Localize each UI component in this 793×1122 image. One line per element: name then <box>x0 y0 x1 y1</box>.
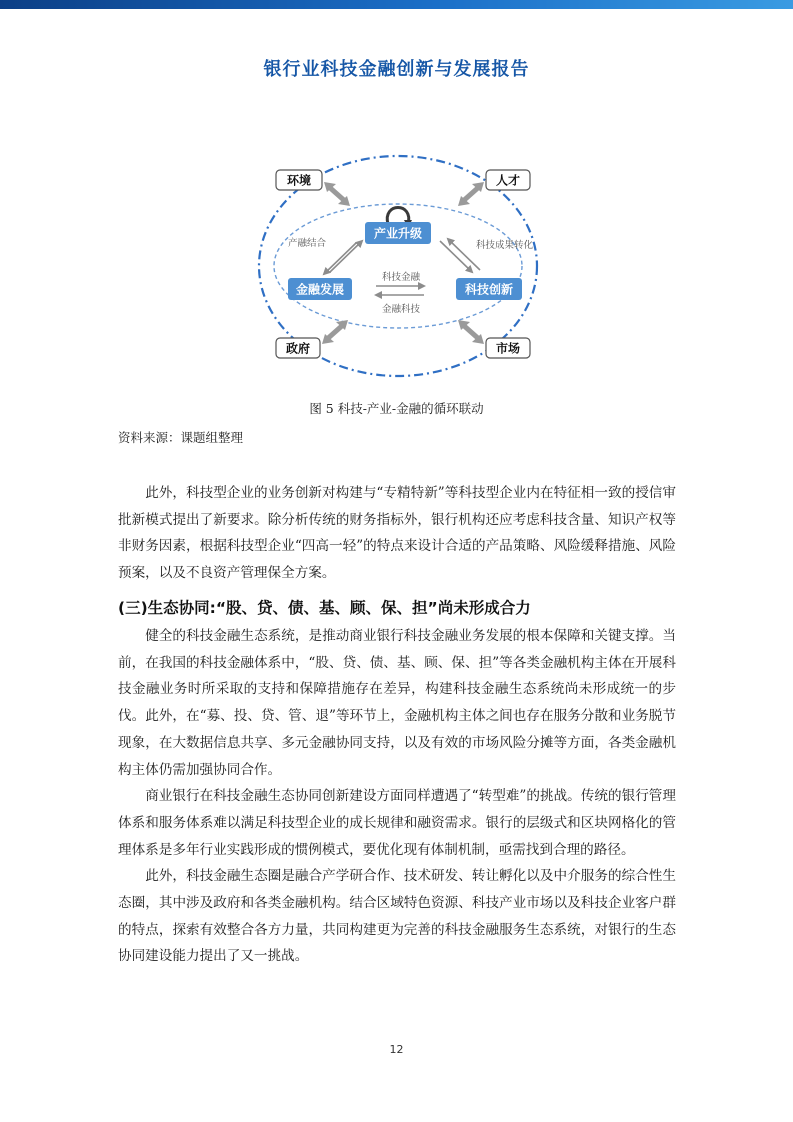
node-environment: 环境 <box>286 173 312 188</box>
node-finance-development: 金融发展 <box>295 282 345 297</box>
paragraph: 此外，科技金融生态圈是融合产学研合作、技术研发、转让孵化以及中介服务的综合性生态圈，其中涉及政府和各类金融机构。结合区域特色资源、科技产业市场以及科技企业客户群的特点，探索有效整合各方力量，共同构建更为完善的科技金融服务生态系统，对银行的生态协同建设能力提出了又一挑战。 <box>118 868 676 965</box>
paragraph: 此外，科技型企业的业务创新对构建与“专精特新”等科技型企业内在特征相一致的授信审批新模式提出了新要求。除分析传统的财务指标外，银行机构还应考虑科技含量、知识产权等非财务因素，根据科技型企业“四高一轻”的特点来设计合适的产品策略、风险缓释措施、风险预案，以及不良资产管理保全方案。 <box>118 485 676 582</box>
body-text <box>118 623 676 970</box>
cycle-diagram-svg <box>250 140 546 392</box>
node-talent: 人才 <box>495 173 521 188</box>
node-government: 政府 <box>285 341 311 356</box>
figure-source: 资料来源：课题组整理 <box>118 430 244 445</box>
header-bar <box>0 0 793 9</box>
paragraph: 健全的科技金融生态系统，是推动商业银行科技金融业务发展的根本保障和关键支撑。当前，在我国的科技金融体系中，“股、贷、债、基、顾、保、担”等各类金融机构主体在开展科技金融业务时所采取的支持和保障措施存在差异，构建科技金融生态系统尚未形成统一的步伐。此外，在“募、投、贷、管、退”等环节上，金融机构主体之间也存在服务分散和业务脱节现象，在大数据信息共享、多元金融协同支持，以及有效的市场风险分摊等方面，各类金融机构主体仍需加强协同合作。 <box>118 628 676 778</box>
label-tech-commercialization: 科技成果转化 <box>476 240 534 251</box>
label-tech-finance: 科技金融 <box>381 272 421 283</box>
node-market: 市场 <box>495 341 521 356</box>
paragraph: 商业银行在科技金融生态协同创新建设方面同样遭遇了“转型难”的挑战。传统的银行管理体系和服务体系难以满足科技型企业的成长规律和融资需求。银行的层级式和区块网格化的管理体系是多年行业实践形成的惯例模式，要优化现有体制机制，亟需找到合理的路径。 <box>118 788 676 858</box>
page-title: 银行业科技金融创新与发展报告 <box>263 59 530 80</box>
label-industry-finance-integration: 产融结合 <box>288 238 327 249</box>
paragraph-1-block <box>118 480 676 587</box>
figure-caption: 图 5 科技-产业-金融的循环联动 <box>309 401 484 416</box>
node-tech-innovation: 科技创新 <box>464 282 514 297</box>
cycle-diagram <box>250 140 546 392</box>
section-heading: (三)生态协同:“股、贷、债、基、顾、保、担”尚未形成合力 <box>118 599 531 617</box>
page-number: 12 <box>389 1043 404 1056</box>
label-fintech: 金融科技 <box>381 304 421 315</box>
node-industry-upgrade: 产业升级 <box>373 226 423 241</box>
